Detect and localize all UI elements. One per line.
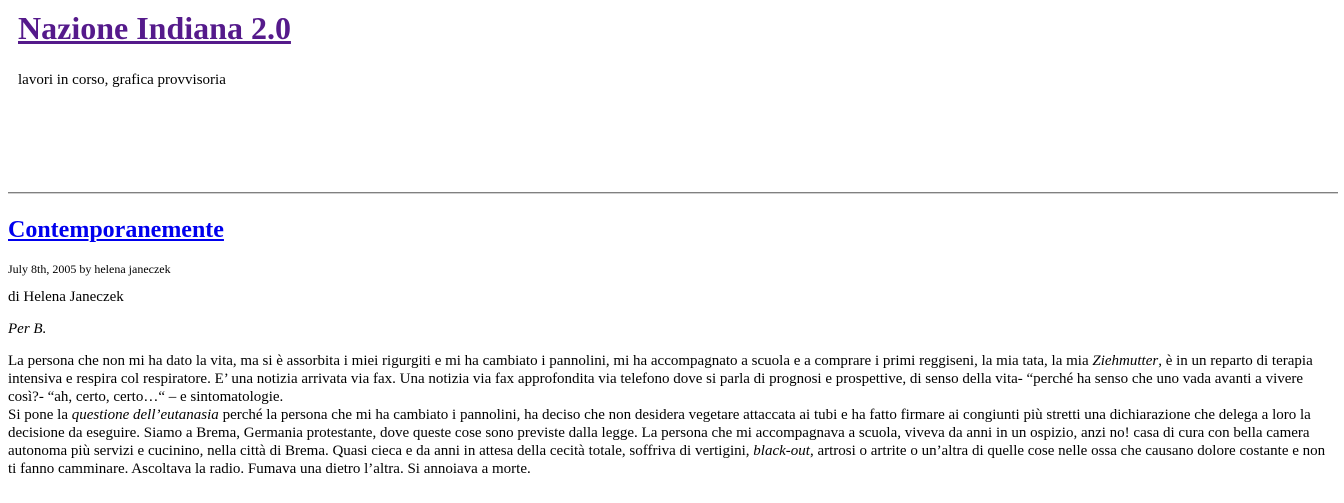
post-body [8, 288, 1333, 478]
header-divider [8, 192, 1338, 194]
post-dedication [8, 320, 1333, 338]
post-paragraph-2 [8, 406, 1333, 478]
post-paragraph-1 [8, 352, 1333, 406]
site-title-link[interactable]: Nazione Indiana 2.0 [18, 10, 291, 46]
dedication-text: Per B. [8, 321, 47, 337]
paragraph-1-text-b: , è in un reparto di terapia intensiva e respira col respiratore. E’ una notizia arrivata via fax. Una notizia via fax approfondita via telefono dove si parla di prognosi e prospettive, di senso della vita- “perché ha senso che uno vada avanti a vivere così?- “ah, certo, certo…“ – e sintomatologie. [8, 353, 1313, 405]
post-meta [8, 262, 1333, 276]
post-author: helena janeczek [94, 262, 171, 276]
paragraph-2-text-b: perché la persona che mi ha cambiato i pannolini, ha deciso che non desidera vegetare attaccata ai tubi e ha fatto firmare ai congiunti più stretti una dichiarazione che delega a loro la decisione da eseguire. Siamo a Brema, Germania protestante, dove queste cose sono previste dalla legge. La persona che mi accompagnava a scuola, viveva da anni in un ospizio, anzi no! casa di cura con bella camera autonoma più servizi e cucinino, nella città di Brema. Quasi cieca e da anni in attesa della cecità totale, soffriva di vertigini, [8, 407, 1311, 459]
paragraph-2-emphasis-2: black-out [753, 443, 810, 459]
post-by: by [79, 262, 92, 276]
post [8, 214, 1333, 478]
paragraph-2-emphasis-1: questione dell’eutanasia [71, 407, 219, 423]
paragraph-2-text-c: , artrosi o artrite o un’altra di quelle cose nelle ossa che causano dolore costante e non ti fanno camminare. Ascoltava la radio. Fumava una dietro l’altra. Si annoiava a morte. [8, 443, 1326, 477]
post-title-link[interactable]: Contemporanemente [8, 217, 224, 243]
paragraph-2-text-a: Si pone la [8, 407, 72, 423]
site-header [0, 0, 1344, 193]
paragraph-1-text-a: La persona che non mi ha dato la vita, ma si è assorbita i miei rigurgiti e mi ha cambiato i pannolini, mi ha accompagnato a scuola e a comprare i primi reggiseni, la mia tata, la mia [8, 353, 1093, 369]
site-title [18, 0, 1326, 47]
paragraph-1-emphasis: Ziehmutter [1092, 353, 1159, 369]
post-byline: di Helena Janeczek [8, 289, 124, 305]
post-date: July 8th, 2005 [8, 262, 77, 276]
site-description: lavori in corso, grafica provvisoria [18, 72, 226, 88]
post-title [8, 214, 1333, 246]
